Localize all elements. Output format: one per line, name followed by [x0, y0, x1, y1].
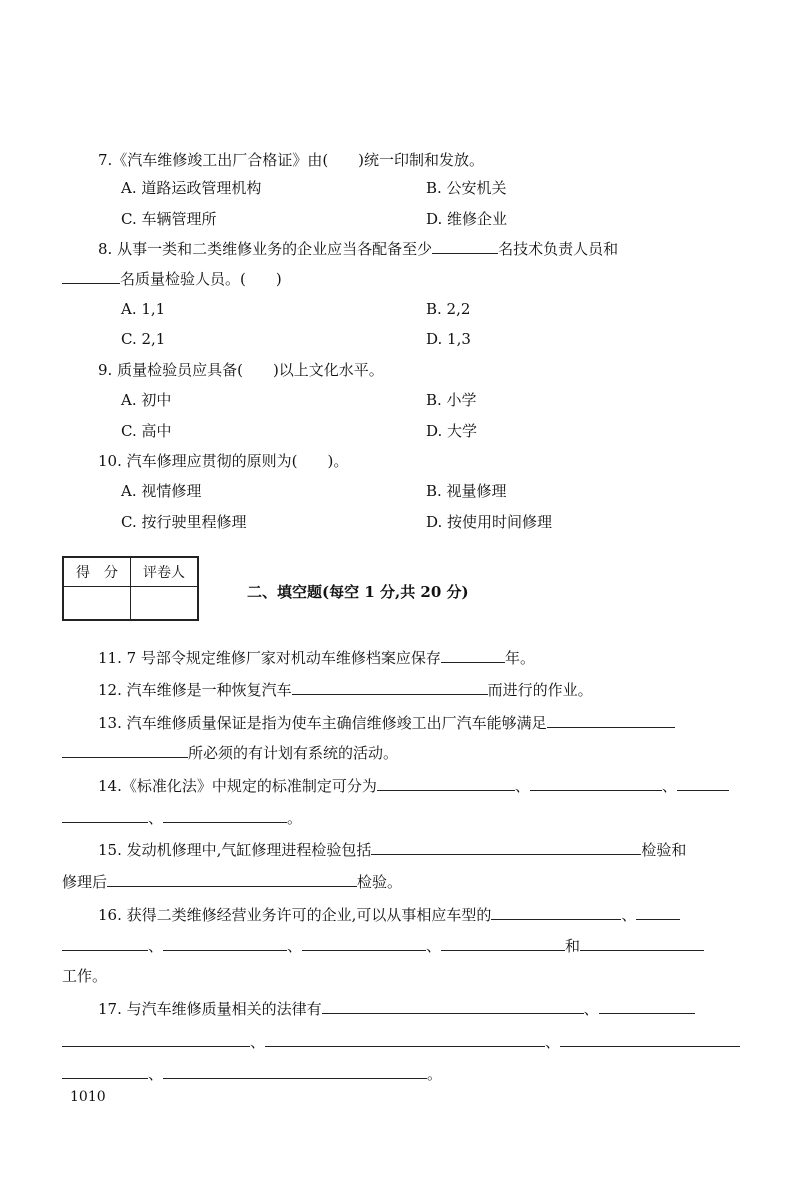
question-15-continued [62, 872, 402, 892]
answer-blank[interactable] [322, 999, 584, 1014]
answer-blank[interactable] [530, 776, 662, 791]
option-d: D. 1,3 [426, 330, 471, 348]
option-b: B. 公安机关 [426, 179, 507, 197]
separator: 、 [621, 906, 637, 924]
answer-blank[interactable] [62, 1032, 250, 1047]
answer-blank[interactable] [163, 936, 287, 951]
question-12 [98, 680, 593, 700]
answer-blank[interactable] [62, 1064, 148, 1079]
question-7 [98, 150, 484, 170]
answer-blank[interactable] [163, 808, 287, 823]
answer-blank[interactable] [441, 648, 505, 663]
answer-blank[interactable] [547, 713, 675, 728]
question-text: 而进行的作业。 [487, 681, 593, 699]
separator: 、 [514, 777, 530, 795]
question-17-continued [62, 1032, 740, 1052]
page-number: 1010 [70, 1089, 106, 1105]
separator: 、 [148, 809, 164, 827]
score-label: 得 分 [63, 557, 131, 587]
score-box [62, 556, 199, 621]
separator: 。 [287, 809, 303, 827]
question-text: 和 [565, 937, 581, 955]
question-17-end [62, 1064, 442, 1084]
option-b: B. 2,2 [426, 300, 471, 318]
option-a: A. 道路运政管理机构 [121, 179, 262, 197]
question-text: 14.《标准化法》中规定的标准制定可分为 [98, 777, 377, 795]
option-d: D. 大学 [426, 422, 478, 440]
question-text: 检验和 [641, 841, 687, 859]
question-text: 修理后 [62, 873, 108, 891]
question-10 [98, 451, 348, 471]
question-8-continued [62, 269, 282, 289]
separator: 、 [583, 1000, 599, 1018]
separator: 、 [148, 1065, 164, 1083]
answer-blank[interactable] [265, 1032, 545, 1047]
question-text: 17. 与汽车维修质量相关的法律有 [98, 1000, 322, 1018]
option-c: C. 高中 [121, 422, 172, 440]
question-text: )。 [327, 452, 349, 470]
separator: 、 [426, 937, 442, 955]
question-text: 16. 获得二类维修经营业务许可的企业,可以从事相应车型的 [98, 906, 492, 924]
separator: 、 [661, 777, 677, 795]
answer-blank[interactable] [62, 743, 188, 758]
question-text: 15. 发动机修理中,气缸修理进程检验包括 [98, 841, 372, 859]
answer-blank[interactable] [599, 999, 695, 1014]
grader-label: 评卷人 [131, 557, 199, 587]
question-13 [98, 713, 675, 733]
question-text: 11. 7 号部令规定维修厂家对机动车维修档案应保存 [98, 649, 441, 667]
option-d: D. 按使用时间修理 [426, 513, 553, 531]
question-text: 名质量检验人员。( [120, 270, 246, 288]
answer-blank[interactable] [441, 936, 565, 951]
option-a: A. 初中 [121, 391, 172, 409]
question-8 [98, 239, 618, 259]
answer-blank[interactable] [292, 680, 488, 695]
question-text: )以上文化水平。 [272, 361, 384, 379]
answer-blank[interactable] [677, 776, 729, 791]
separator: 。 [427, 1065, 443, 1083]
answer-blank[interactable] [636, 905, 680, 920]
answer-blank[interactable] [302, 936, 426, 951]
answer-blank[interactable] [491, 905, 621, 920]
option-c: C. 车辆管理所 [121, 210, 217, 228]
question-16-end: 工作。 [62, 967, 108, 985]
option-c: C. 2,1 [121, 330, 166, 348]
separator: 、 [287, 937, 303, 955]
option-d: D. 维修企业 [426, 210, 508, 228]
option-b: B. 小学 [426, 391, 477, 409]
question-16 [98, 905, 680, 925]
question-14 [98, 776, 729, 796]
answer-blank[interactable] [62, 936, 148, 951]
question-text: 8. 从事一类和二类维修业务的企业应当各配备至少 [98, 240, 433, 258]
question-text: ) [275, 270, 282, 288]
separator: 、 [545, 1033, 561, 1051]
question-text: 12. 汽车维修是一种恢复汽车 [98, 681, 292, 699]
answer-blank[interactable] [62, 269, 120, 284]
question-14-continued [62, 808, 302, 828]
answer-blank[interactable] [62, 808, 148, 823]
question-15 [98, 840, 686, 860]
question-text: 13. 汽车维修质量保证是指为使车主确信维修竣工出厂汽车能够满足 [98, 714, 547, 732]
question-16-continued [62, 936, 704, 956]
option-b: B. 视量修理 [426, 482, 507, 500]
question-text: 9. 质量检验员应具备( [98, 361, 243, 379]
question-text: 检验。 [357, 873, 403, 891]
section-title: 二、填空题(每空 1 分,共 20 分) [247, 583, 469, 601]
question-17 [98, 999, 695, 1019]
score-cell[interactable] [63, 587, 131, 621]
question-text: 所必须的有计划有系统的活动。 [188, 744, 399, 762]
question-text: 名技术负责人员和 [498, 240, 619, 258]
answer-blank[interactable] [580, 936, 704, 951]
question-text: 7.《汽车维修竣工出厂合格证》由( [98, 151, 329, 169]
option-c: C. 按行驶里程修理 [121, 513, 247, 531]
answer-blank[interactable] [377, 776, 515, 791]
question-11 [98, 648, 535, 668]
answer-blank[interactable] [432, 239, 498, 254]
answer-blank[interactable] [371, 840, 641, 855]
answer-blank[interactable] [163, 1064, 427, 1079]
question-text: 年。 [504, 649, 535, 667]
grader-cell[interactable] [131, 587, 199, 621]
separator: 、 [250, 1033, 266, 1051]
answer-blank[interactable] [560, 1032, 740, 1047]
option-a: A. 1,1 [121, 300, 166, 318]
option-a: A. 视情修理 [121, 482, 202, 500]
question-text: 10. 汽车修理应贯彻的原则为( [98, 452, 298, 470]
question-text: )统一印制和发放。 [358, 151, 485, 169]
separator: 、 [148, 937, 164, 955]
question-9 [98, 360, 384, 380]
answer-blank[interactable] [107, 872, 357, 887]
question-13-continued [62, 743, 398, 763]
